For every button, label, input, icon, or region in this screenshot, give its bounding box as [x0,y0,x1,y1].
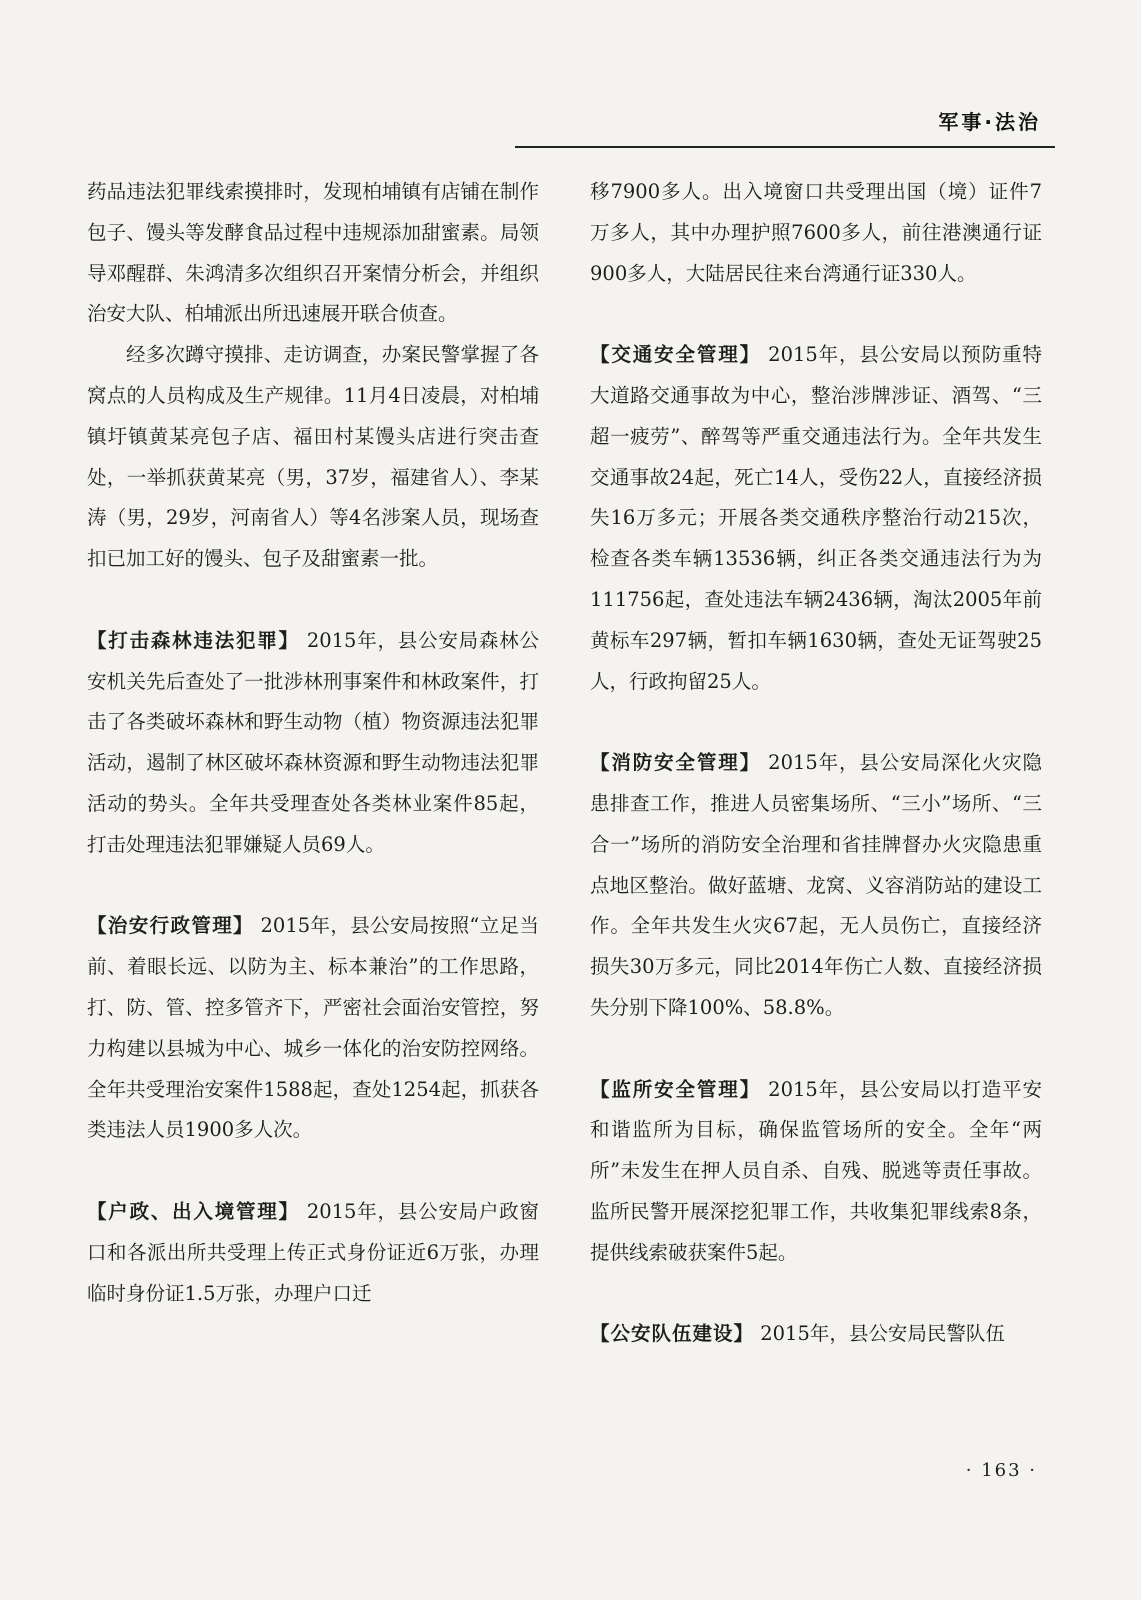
section-traffic-safety [590,335,1042,702]
section-heading: 【打击森林违法犯罪】 [87,628,300,652]
paragraph-continued: 移7900多人。出入境窗口共受理出国（境）证件7万多人，其中办理护照7600多人，前往港澳通行证900多人，大陆居民往来台湾通行证330人。 [590,180,1042,285]
section-police-team [590,1314,1042,1355]
left-column [87,172,539,1314]
section-body: 2015年，县公安局按照“立足当前、着眼长远、以防为主、标本兼治”的工作思路，打、防、管、控多管齐下，严密社会面治安管控，努力构建以县城为中心、城乡一体化的治安防控网络。全年共受理治安案件1588起，查处1254起，抓获各类违法人员1900多人次。 [87,914,539,1142]
section-heading: 【交通安全管理】 [590,343,762,367]
section-body: 2015年，县公安局以打造平安和谐监所为目标，确保监管场所的安全。全年“两所”未发生在押人员自杀、自残、脱逃等责任事故。监所民警开展深挖犯罪工作，共收集犯罪线索8条，提供线索破获案件5起。 [590,1077,1042,1264]
section-heading: 【治安行政管理】 [87,914,254,938]
section-heading: 【户政、出入境管理】 [87,1199,300,1223]
right-column [590,172,1042,1355]
paragraph-investigation: 经多次蹲守摸排、走访调查，办案民警掌握了各窝点的人员构成及生产规律。11月4日凌晨，对柏埔镇圩镇黄某亮包子店、福田村某馒头店进行突击查处，一举抓获黄某亮（男，37岁，福建省人）、李某涛（男，29岁，河南省人）等4名涉案人员，现场查扣已加工好的馒头、包子及甜蜜素一批。 [87,343,539,571]
paragraph-continued: 药品违法犯罪线索摸排时，发现柏埔镇有店铺在制作包子、馒头等发酵食品过程中违规添加甜蜜素。局领导邓醒群、朱鸿清多次组织召开案情分析会，并组织治安大队、柏埔派出所迅速展开联合侦查。 [87,180,539,326]
section-body: 2015年，县公安局以预防重特大道路交通事故为中心，整治涉牌涉证、酒驾、“三超一疲劳”、醉驾等严重交通违法行为。全年共发生交通事故24起，死亡14人，受伤22人，直接经济损失16万多元；开展各类交通秩序整治行动215次，检查各类车辆13536辆，纠正各类交通违法行为为111756起，查处违法车辆2436辆，淘汰2005年前黄标车297辆，暂扣车辆1630辆，查处无证驾驶25人，行政拘留25人。 [590,343,1042,693]
section-body: 2015年，县公安局深化火灾隐患排查工作，推进人员密集场所、“三小”场所、“三合一”场所的消防安全治理和省挂牌督办火灾隐患重点地区整治。做好蓝塘、龙窝、义容消防站的建设工作。全年共发生火灾67起，无人员伤亡，直接经济损失30万多元，同比2014年伤亡人数、直接经济损失分别下降100%、58.8%。 [590,751,1042,1019]
header-rule [515,146,1055,148]
section-heading: 【公安队伍建设】 [590,1322,755,1346]
section-detention-safety [590,1070,1042,1274]
section-heading: 【监所安全管理】 [590,1077,762,1101]
section-body: 2015年，县公安局森林公安机关先后查处了一批涉林刑事案件和林政案件，打击了各类破坏森林和野生动物（植）物资源违法犯罪活动，遏制了林区破坏森林资源和野生动物违法犯罪活动的势头。全年共受理查处各类林业案件85起，打击处理违法犯罪嫌疑人员69人。 [87,628,539,856]
running-head: 军事·法治 [938,110,1041,134]
page-number: · 163 · [965,1460,1037,1481]
section-body: 2015年，县公安局民警队伍 [760,1322,1005,1346]
section-heading: 【消防安全管理】 [590,751,762,775]
section-public-order [87,906,539,1151]
section-body: 2015年，县公安局户政窗口和各派出所共受理上传正式身份证近6万张，办理临时身份证1.5万张，办理户口迁 [87,1199,539,1305]
section-forest-crime [87,621,539,866]
section-household-registration [87,1192,539,1314]
section-fire-safety [590,743,1042,1029]
